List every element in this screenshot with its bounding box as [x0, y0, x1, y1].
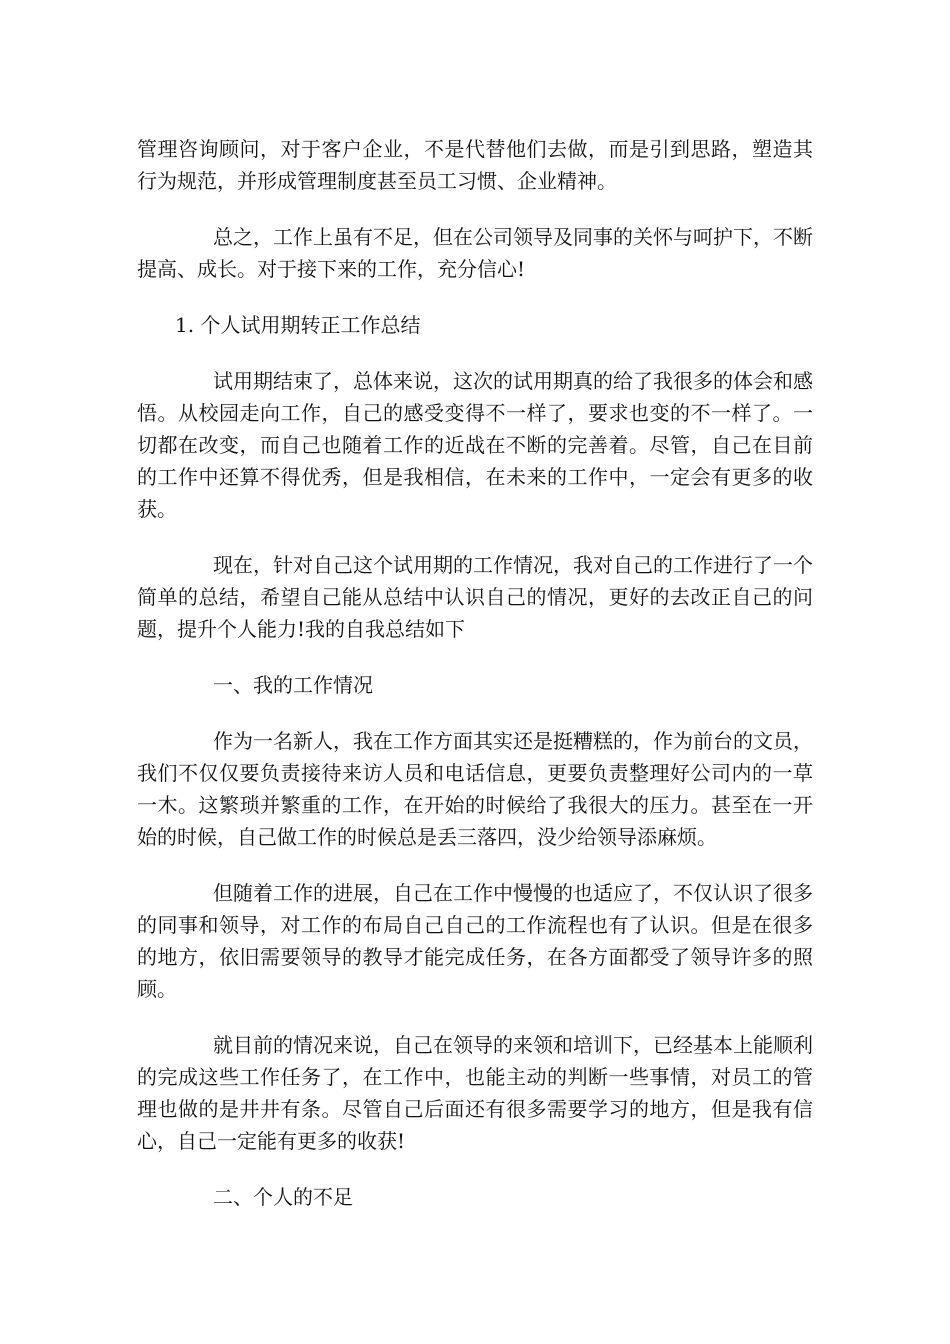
document-body [137, 133, 813, 1237]
section-heading-shortcomings: 二、个人的不足 [213, 1185, 353, 1209]
paragraph-consulting: 管理咨询顾问，对于客户企业，不是代替他们去做，而是引到思路，塑造其行为规范，并形成管理制度甚至员工习惯、企业精神。 [137, 137, 813, 193]
paragraph-current-situation: 就目前的情况来说，自己在领导的来领和培训下，已经基本上能顺利的完成这些工作任务了，在工作中，也能主动的判断一些事情，对员工的管理也做的是井井有条。尽管自己后面还有很多需要学习的地方，但是我有信心，自己一定能有更多的收获! [137, 1033, 813, 1153]
paragraph-summary: 总之，工作上虽有不足，但在公司领导及同事的关怀与呵护下，不断提高、成长。对于接下来的工作，充分信心! [137, 225, 813, 281]
paragraph-new-employee: 作为一名新人，我在工作方面其实还是挺糟糕的，作为前台的文员，我们不仅仅要负责接待来访人员和电话信息，更要负责整理好公司内的一草一木。这繁琐并繁重的工作，在开始的时候给了我很大的压力。甚至在一开始的时候，自己做工作的时候总是丢三落四，没少给领导添麻烦。 [137, 729, 813, 849]
section-heading-work-situation: 一、我的工作情况 [213, 673, 373, 697]
paragraph-self-summary-intro: 现在，针对自己这个试用期的工作情况，我对自己的工作进行了一个简单的总结，希望自己能从总结中认识自己的情况，更好的去改正自己的问题，提升个人能力!我的自我总结如下 [137, 553, 813, 641]
paragraph-probation-end: 试用期结束了，总体来说，这次的试用期真的给了我很多的体会和感悟。从校园走向工作，自己的感受变得不一样了，要求也变的不一样了。一切都在改变，而自己也随着工作的近战在不断的完善着。尽管，自己在目前的工作中还算不得优秀，但是我相信，在未来的工作中，一定会有更多的收获。 [137, 369, 813, 521]
paragraph-adaptation: 但随着工作的进展，自己在工作中慢慢的也适应了，不仅认识了很多的同事和领导，对工作的布局自己自己的工作流程也有了认识。但是在很多的地方，依旧需要领导的教导才能完成任务，在各方面都受了领导许多的照顾。 [137, 881, 813, 1001]
section-heading-probation-summary: 1. 个人试用期转正工作总结 [175, 313, 421, 337]
